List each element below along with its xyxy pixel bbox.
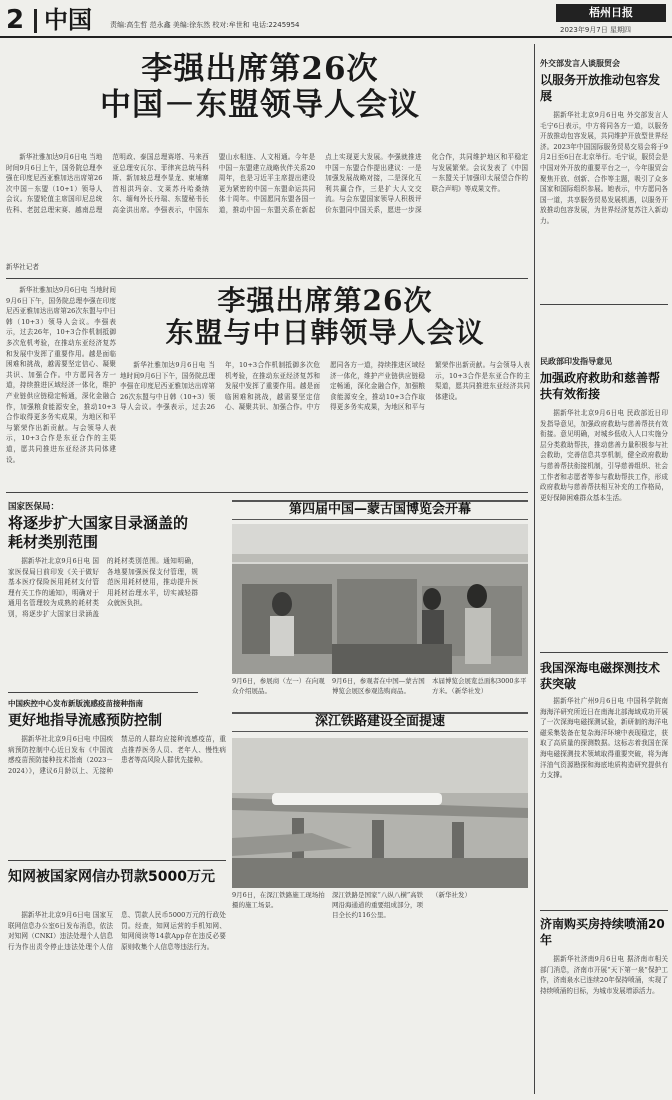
section-divider [540,652,668,653]
lead2-body: 新华社雅加达9月6日电 当地时间9月6日下午，国务院总理李强在印度尼西亚雅加达出席第26次东盟与中日韩（10+3）领导人会议。李强表示，过去26年，10+3合作机制抵御多次危机考验，在推动东亚经济复苏和发展中发挥了重要作用。越是面临困难和挑战，越需要坚定信心、凝聚共识、加强合作。中方愿同各方一道，持续推进区域经济一体化，维护产业链供应链稳定畅通，深化金融合作，加强粮食能源安全，推动10+3合作取得更多务实成果，为地区和平与繁荣作出新贡献。与会领导人表示，10+3合作是东亚合作的主渠道，愿共同推进东亚经济共同体建设。 [120,361,530,412]
railway-caption-3: （新华社发） [432,891,471,899]
lead1-body: 新华社雅加达9月6日电 当地时间9月6日上午，国务院总理李强在印度尼西亚雅加达出席第26次中国－东盟（10+1）领导人会议。东盟轮值主席国印尼总统佐科、老挝总理宋赛、越南总理范明政、泰国总理赛塔、马来西亚总理安瓦尔、菲律宾总统马科斯、新加坡总理李显龙、柬埔寨首相洪玛奈、文莱苏丹哈桑纳尔、缅甸外长丹瑞、东盟秘书长高金洪出席。李强表示，中国东盟山水相连、人文相通。今年是中国－东盟建立战略伙伴关系20周年，也是习近平主席提出建设更为紧密的中国－东盟命运共同体十周年。中国愿同东盟各国一道，推动中国－东盟关系在新起点上实现更大发展。李强就推进中国－东盟合作提出建议：一是加强发展战略对接，二是深化互利共赢合作，三是扩大人文交流。与会东盟国家领导人积极评价东盟同中国关系，愿进一步深化合作，共同维护地区和平稳定与发展繁荣。会议发表了《中国－东盟关于加强印太展望合作的联合声明》等成果文件。 [6,153,528,214]
railway-photo [232,738,528,888]
page-number: 2 [6,5,25,35]
nhsa-kicker: 国家医保局： [8,502,60,512]
deepsea-headline: 我国深海电磁探测技术获突破 [540,661,661,691]
nhsa-body: 据新华社北京9月6日电 国家医保局日前印发《关于做好基本医疗保险医用耗材支付管理有关工作的通知》，明确对于通用名管理较为成熟的耗材类别，将逐步扩大国家目录涵盖的耗材类别范围。通知明确，各地要加强医保支付管理，规范医用耗材使用，推动提升医用耗材治理水平，切实减轻群众就医负担。 [8,557,198,618]
lead2-title-line2: 东盟与中日韩领导人会议 [165,316,485,350]
newspaper-logo: 梧州日报 [556,4,666,22]
welfare-body: 据新华社北京9月6日电 民政部近日印发指导意见，加强政府救助与慈善帮扶有效衔接。意见明确，对城乡低收入人口实施分层分类救助帮扶，推动慈善力量积极参与社会救助，完善信息共享机制，健全政府救助与慈善帮扶衔接机制，引导慈善组织、社会工作者和志愿者等参与救助帮扶工作，形成政府救助与慈善帮扶相互补充的工作格局，更好保障困难群众基本生活。 [540,409,668,502]
flu-headline: 更好地指导流感预防控制 [8,713,162,729]
welfare-headline: 加强政府救助和慈善帮扶有效衔接 [540,371,661,401]
lead2-title-line1: 李强出席第26次 [217,284,433,317]
flu-body: 据新华社北京9月6日电 中国疾病预防控制中心近日发布《中国流感疫苗预防接种技术指南（2023－2024）》，建议6月龄以上、无接种禁忌的人群均应接种流感疫苗，重点推荐医务人员、老年人、慢性病患者等高风险人群优先接种。 [8,735,226,775]
railway-caption-1: 9月6日，在深江铁路施工现场拍摄的施工场景。 [232,891,325,909]
services-kicker: 外交部发言人谈服贸会 [540,59,620,68]
railway-headline: 深江铁路建设全面提速 [314,714,445,729]
cnki-body: 据新华社北京9月6日电 国家互联网信息办公室6日发布消息，依法对知网（CNKI）违法处理个人信息行为作出责令停止违法处理个人信息、罚款人民币5000万元的行政处罚。经查，知网运营的手机知网、知网阅读等14款App存在违反必要原则收集个人信息等违法行为。 [8,911,226,951]
page-header [0,0,672,38]
lead2-headline [120,285,530,349]
section-divider [6,492,528,493]
issue-date: 2023年9月7日 星期四 [560,26,631,34]
railway-caption-2: 深江铁路是国家“八纵八横”高铁网沿海通道的重要组成部分，项目全长约116公里。 [332,891,424,919]
expo-caption-2: 9月6日，参观者在中国—蒙古国博览会展区参观选购商品。 [332,677,425,695]
header-divider [34,9,37,33]
section-divider [540,910,668,911]
flu-kicker: 中国疾控中心发布新版流感疫苗接种指南 [8,699,143,708]
lead2-body-left: 新华社雅加达9月6日电 当地时间9月6日下午，国务院总理李强在印度尼西亚雅加达出席第26次东盟与中日韩（10+3）领导人会议。李强表示，过去26年，10+3合作机制抵御多次危机考验，在推动东亚经济复苏和发展中发挥了重要作用。越是面临困难和挑战，越需要坚定信心、凝聚共识、加强合作。中方愿同各方一道，持续推进区域经济一体化，维护产业链供应链稳定畅通，深化金融合作，加强粮食能源安全，推动10+3合作取得更多务实成果，为地区和平与繁荣作出新贡献。与会领导人表示，10+3合作是东亚合作的主渠道，愿共同推进东亚经济共同体建设。 [6,286,116,464]
editor-credits: 责编:高生哲 范永鑫 美编:徐东然 校对:牟世和 电话:2245954 [110,21,300,29]
jinan-body: 据新华社济南9月6日电 据济南市相关部门消息，济南市开展“天下第一泉”保护工作，济南泉水已连续20年保持喷涌，实现了持续喷涌的目标，为城市发展增添活力。 [540,955,668,995]
nhsa-headline: 将逐步扩大国家目录涵盖的耗材类别范围 [8,514,189,551]
expo-caption-3: 本届博览会展览总面积3000多平方米。（新华社发） [432,677,527,695]
services-body: 据新华社北京9月6日电 外交部发言人毛宁6日表示，中方将同各方一道，以服务开放推动包容发展，共同维护开放型世界经济。2023年中国国际服务贸易交易会将于9月2日至6日在北京举行。毛宁说，服贸会是中国对外开放的重要平台之一，今年服贸会聚焦开放、创新、合作等主题，吸引了众多国家和国际组织参展。她表示，中方愿同各国一道，共享服务贸易发展机遇，以服务开放推动包容发展，为世界经济复苏注入新动力。 [540,111,668,225]
expo-headline: 第四届中国—蒙古国博览会开幕 [288,502,471,517]
railway-photo-image [232,738,528,888]
section-divider [540,304,668,305]
welfare-kicker: 民政部印发指导意见 [540,357,612,366]
jinan-headline: 济南购买房持续喷涌20年 [540,917,665,947]
expo-photo [232,524,528,674]
deepsea-body: 据新华社广州9月6日电 中国科学院南海海洋研究所近日在南海北部海域成功开展了一次深海电磁探测试验，新研制的海洋电磁采集装备在复杂海洋环境中表现稳定，获取了高质量的探测数据。这标志着我国在深海电磁探测技术领域取得重要突破，将为海洋油气资源勘探和海底地质构造研究提供有力支撑。 [540,697,668,780]
cnki-headline: 知网被国家网信办罚款5000万元 [8,869,215,885]
section-title: 中国 [44,6,92,34]
section-divider [8,692,198,693]
section-divider [6,278,528,279]
lead1-source: 新华社记者 [6,263,39,271]
services-headline: 以服务开放推动包容发展 [540,73,661,103]
expo-photo-image [232,524,528,674]
section-divider [8,860,226,861]
lead1-title-line1: 李强出席第26次 [141,51,379,87]
expo-caption-1: 9月6日，参展商（左一）在向观众介绍展品。 [232,677,325,695]
lead1-title-line2: 中国－东盟领导人会议 [100,86,420,123]
lead1-headline [40,52,480,123]
column-divider [534,44,535,1094]
